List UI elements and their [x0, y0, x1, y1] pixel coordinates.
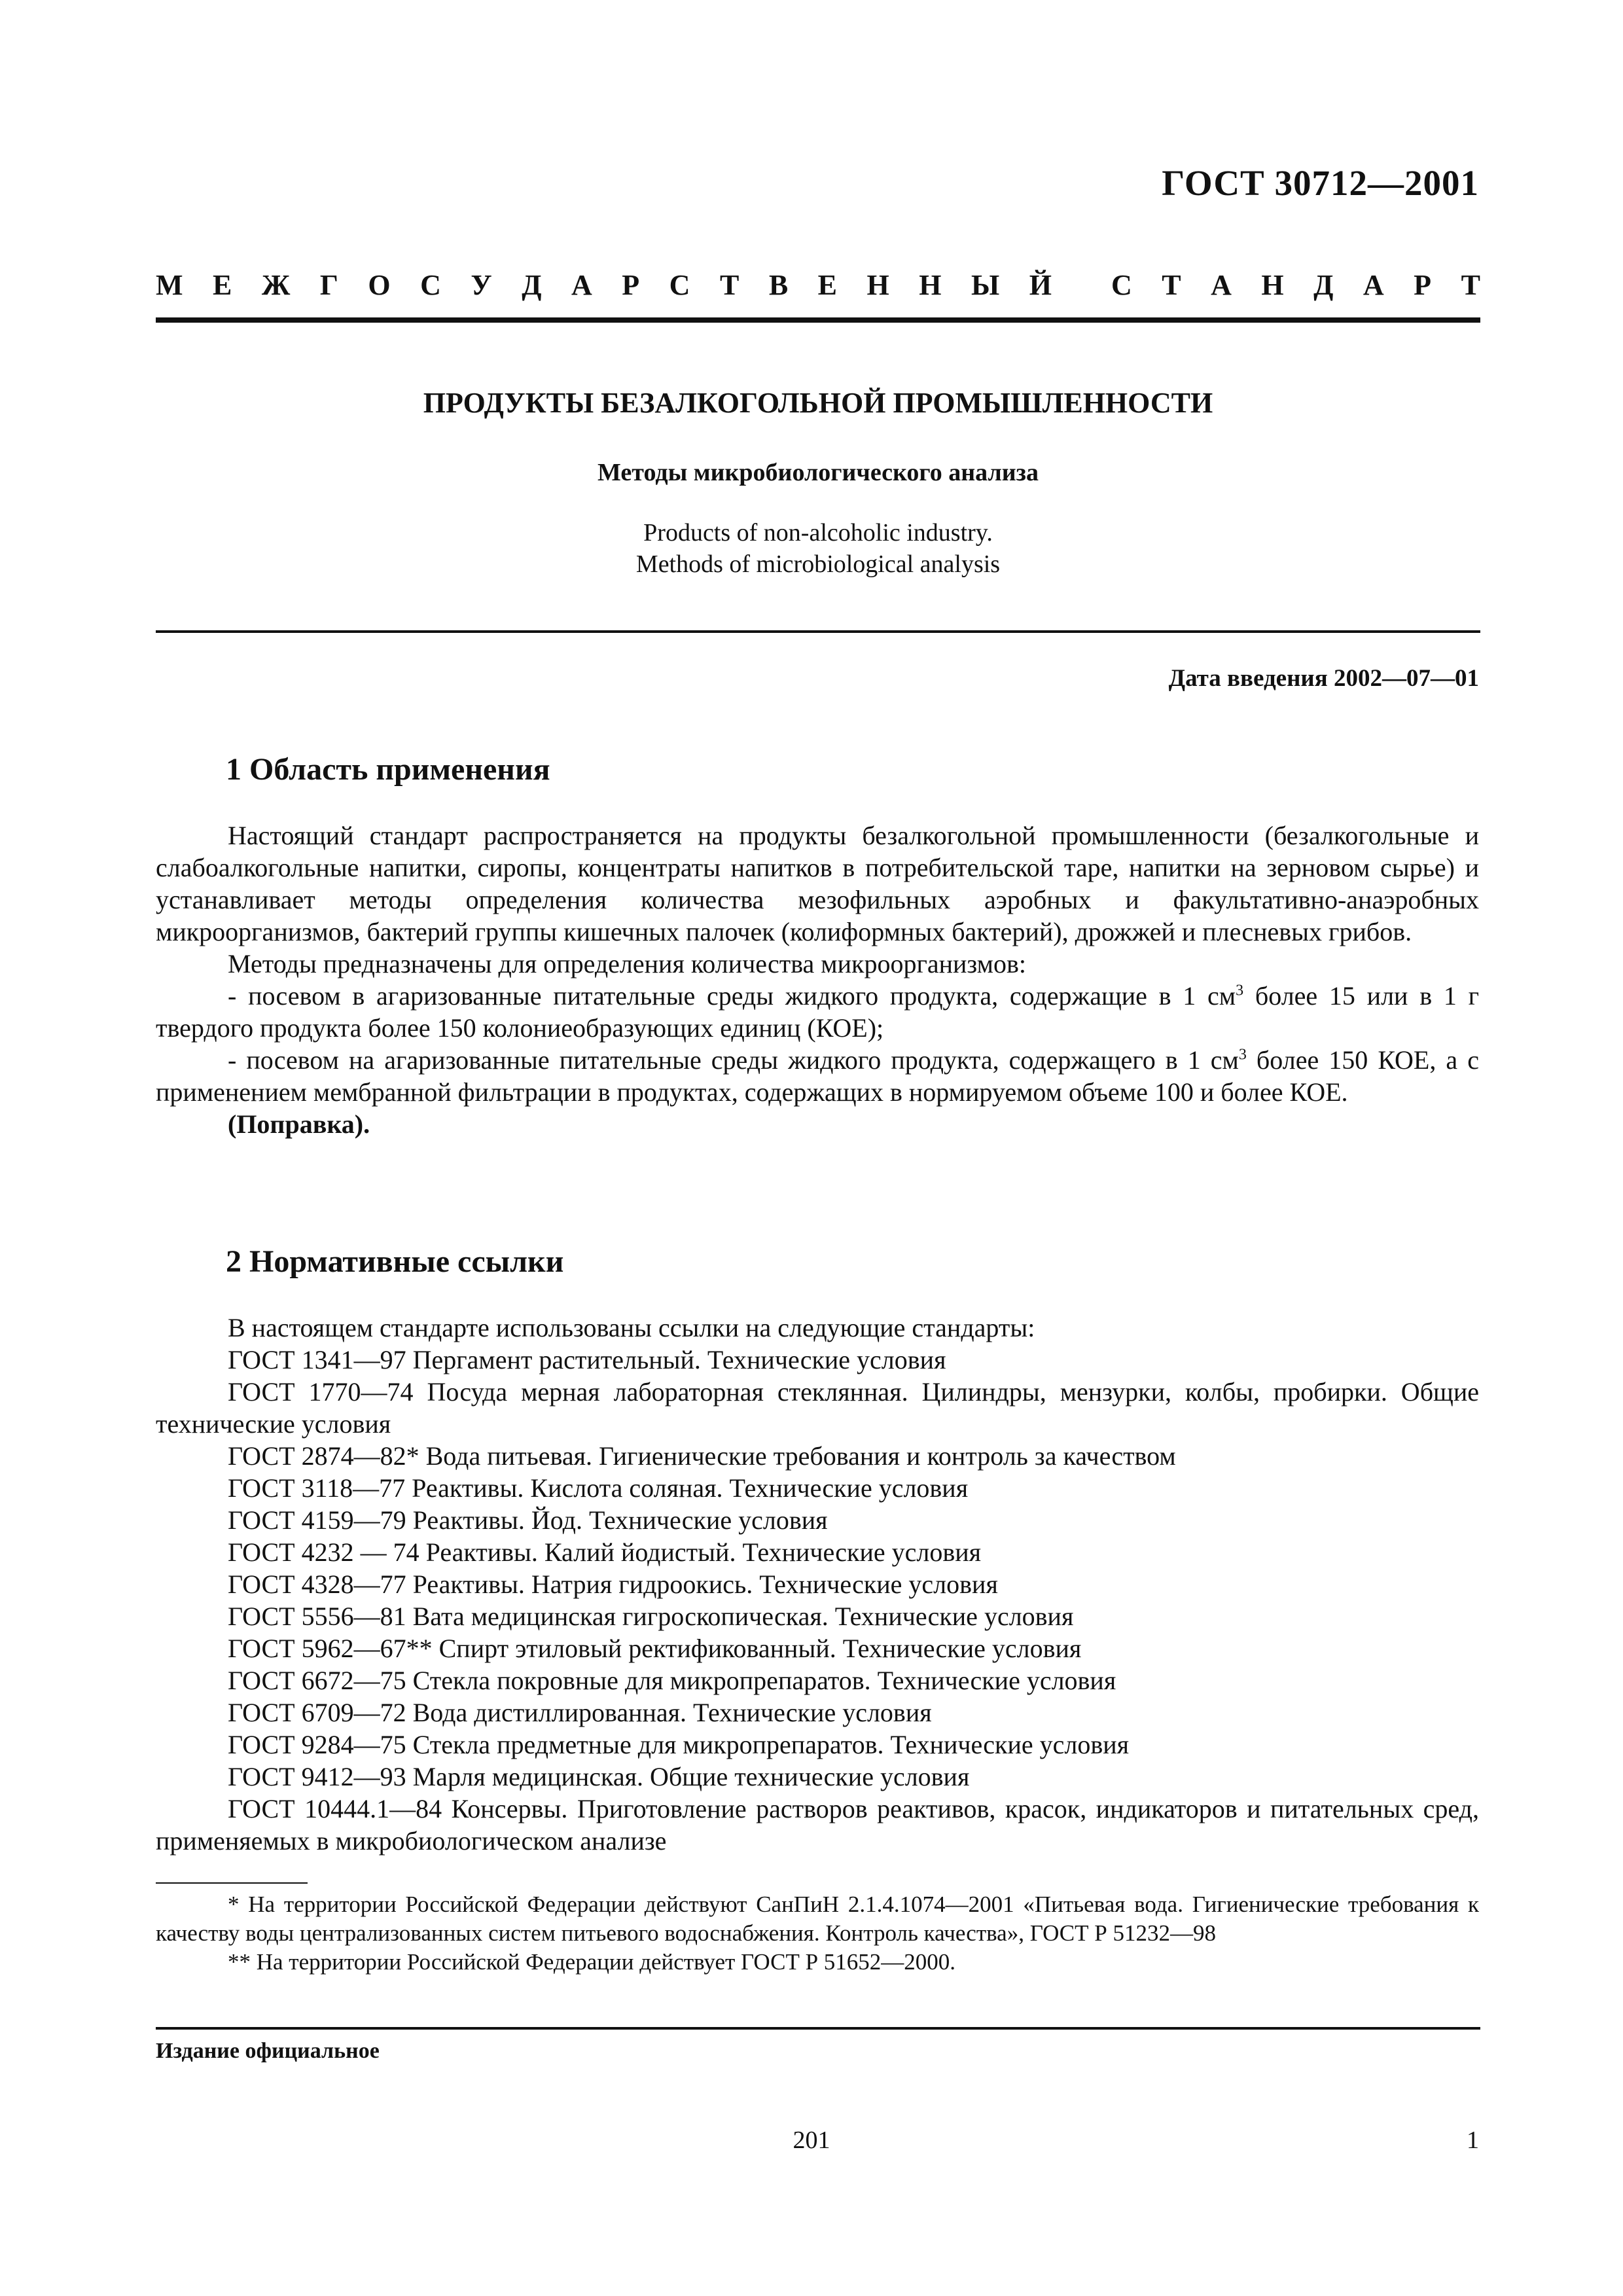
reference-item: ГОСТ 10444.1—84 Консервы. Приготовление растворов реактивов, красок, индикаторов и питательных сред, применяемых в микробиологическом анализе	[156, 1794, 1479, 1856]
reference-item: ГОСТ 6709—72 Вода дистиллированная. Технические условия	[228, 1698, 932, 1727]
standard-type-letter: Г	[319, 269, 338, 301]
standard-type-letter: М	[156, 269, 183, 301]
footnote: * На территории Российской Федерации действуют СанПиН 2.1.4.1074—2001 «Питьевая вода. Гигиенические требования к качеству воды централизованных систем питьевого водоснабжения. Контроль качества», ГОСТ Р 51232—98	[156, 1892, 1479, 1946]
reference-item: ГОСТ 6672—75 Стекла покровные для микропрепаратов. Технические условия	[228, 1666, 1116, 1695]
reference-item: ГОСТ 3118—77 Реактивы. Кислота соляная. Технические условия	[228, 1473, 969, 1503]
english-title-line: Methods of microbiological analysis	[635, 550, 1001, 578]
paragraph-text: более 150 КОЕ, а с применением мембранной фильтрации в продуктах, содержащих в нормируемом объеме 100 и более КОЕ.	[156, 1045, 1479, 1107]
standard-type-letter: О	[368, 269, 391, 301]
standard-type-letter: Й	[1029, 269, 1052, 301]
standard-type-letter: А	[1363, 269, 1384, 301]
section-heading-scope: 1 Область применения	[226, 752, 550, 787]
standard-type-letter: А	[1211, 269, 1232, 301]
standard-type-letter: Т	[1162, 269, 1181, 301]
reference-item: ГОСТ 1770—74 Посуда мерная лабораторная стеклянная. Цилиндры, мензурки, колбы, пробирки. Общие технические условия	[156, 1377, 1479, 1439]
superscript: 3	[1238, 1046, 1247, 1064]
reference-item: ГОСТ 4232 — 74 Реактивы. Калий йодистый. Технические условия	[228, 1537, 982, 1567]
reference-item: ГОСТ 5962—67** Спирт этиловый ректификованный. Технические условия	[228, 1634, 1082, 1663]
standard-type-letter: Е	[213, 269, 232, 301]
section-heading-references: 2 Нормативные ссылки	[226, 1244, 564, 1279]
paragraph	[156, 980, 1479, 1044]
english-title	[156, 517, 1480, 580]
amendment-note: (Поправка).	[228, 1109, 370, 1139]
standard-type-letter: Н	[919, 269, 942, 301]
standard-type-letter: Е	[817, 269, 838, 301]
footer-divider	[156, 2027, 1480, 2030]
standard-type-heading	[156, 268, 1480, 302]
paragraph	[156, 1044, 1479, 1108]
reference-item: ГОСТ 4159—79 Реактивы. Йод. Технические условия	[228, 1505, 828, 1535]
section-body-references	[156, 1312, 1479, 1857]
standard-type-letter: Д	[522, 269, 542, 301]
document-number: ГОСТ 30712—2001	[1162, 163, 1479, 203]
reference-item: ГОСТ 2874—82* Вода питьевая. Гигиенические требования и контроль за качеством	[228, 1441, 1176, 1471]
standard-type-letter: Д	[1313, 269, 1334, 301]
reference-item: ГОСТ 9412—93 Марля медицинская. Общие технические условия	[228, 1762, 970, 1791]
reference-item: ГОСТ 5556—81 Вата медицинская гигроскопическая. Технические условия	[228, 1602, 1074, 1631]
standard-type-letter: Р	[1414, 269, 1432, 301]
reference-item: ГОСТ 9284—75 Стекла предметные для микропрепаратов. Технические условия	[228, 1730, 1130, 1759]
standard-type-letter: Н	[866, 269, 889, 301]
reference-item: ГОСТ 4328—77 Реактивы. Натрия гидроокись. Технические условия	[228, 1570, 998, 1599]
standard-type-letter: Р	[622, 269, 640, 301]
paragraph-text: более 15 или в 1 г твердого продукта более 150 колониеобразующих единиц (КОЕ);	[156, 981, 1480, 1043]
section-body-scope	[156, 819, 1479, 1140]
standard-type-letter: Ы	[971, 269, 1000, 301]
standard-type-letter: У	[471, 269, 492, 301]
standard-type-letter: Ж	[261, 269, 291, 301]
document-subtitle: Методы микробиологического анализа	[597, 459, 1039, 486]
standard-type-letter: С	[669, 269, 690, 301]
superscript: 3	[1236, 982, 1244, 999]
introduction-date: Дата введения 2002—07—01	[1168, 665, 1479, 692]
standard-type-letter: Т	[719, 269, 740, 301]
standard-type-letter: С	[420, 269, 441, 301]
title-divider	[156, 630, 1480, 633]
standard-type-letter: В	[768, 269, 789, 301]
standard-type-letter: С	[1111, 269, 1132, 301]
paragraph: Настоящий стандарт распространяется на продукты безалкогольной промышленности (безалкогольные и слабоалкогольные напитки, сиропы, концентраты напитков в потребительской таре, напитки на зерновом сырье) и устанавливает методы определения количества мезофильных аэробных и факультативно-анаэробных микроорганизмов, бактерий группы кишечных палочек (колиформных бактерий), дрожжей и плесневых грибов.	[156, 821, 1479, 946]
footnote: ** На территории Российской Федерации действует ГОСТ Р 51652—2000.	[228, 1949, 956, 1975]
standard-type-letter: Н	[1261, 269, 1284, 301]
english-title-line: Products of non-alcoholic industry.	[643, 519, 993, 547]
paragraph-text: - посевом в агаризованные питательные среды жидкого продукта, содержащие в 1 см	[228, 981, 1236, 1011]
footnote-divider	[156, 1882, 308, 1884]
header-divider	[156, 317, 1480, 323]
document-title: ПРОДУКТЫ БЕЗАЛКОГОЛЬНОЙ ПРОМЫШЛЕННОСТИ	[423, 387, 1213, 419]
reference-item: ГОСТ 1341—97 Пергамент растительный. Технические условия	[228, 1345, 946, 1374]
standard-type-letter: Т	[1461, 269, 1480, 301]
edition-label: Издание официальное	[156, 2039, 380, 2063]
paragraph: Методы предназначены для определения количества микроорганизмов:	[228, 949, 1026, 978]
paragraph: В настоящем стандарте использованы ссылки на следующие стандарты:	[228, 1313, 1035, 1342]
paragraph-text: - посевом на агаризованные питательные среды жидкого продукта, содержащего в 1 см	[228, 1045, 1239, 1075]
standard-type-letter: А	[571, 269, 592, 301]
page-number-right: 1	[1467, 2126, 1479, 2154]
footnotes	[156, 1890, 1479, 1977]
page-number-center: 201	[793, 2126, 830, 2154]
